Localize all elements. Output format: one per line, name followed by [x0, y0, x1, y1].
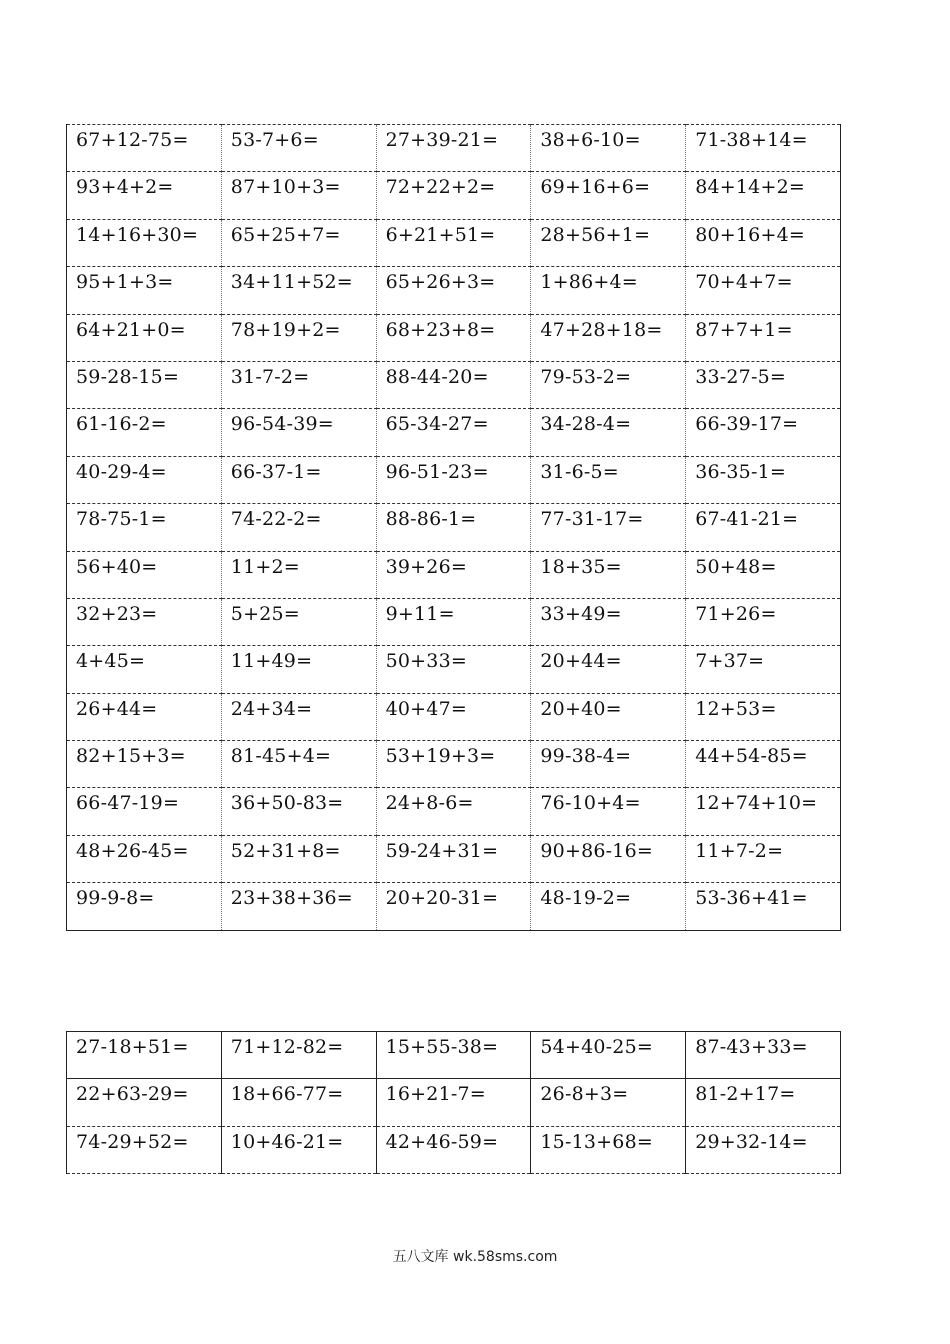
problem-cell: [531, 172, 686, 219]
problem-cell: [376, 125, 531, 172]
math-problem: 34+11+52=: [230, 271, 353, 294]
problem-cell: [376, 693, 531, 740]
problem-cell: [221, 598, 376, 645]
problem-cell: [531, 219, 686, 266]
problem-cell: [221, 883, 376, 930]
problem-cell: [221, 314, 376, 361]
math-problem: 11+2=: [230, 555, 300, 578]
math-problem: 95+1+3=: [76, 271, 174, 294]
problem-cell: [531, 504, 686, 551]
math-problem: 1+86+4=: [540, 271, 638, 294]
table-row: [67, 1079, 841, 1126]
math-problem: 22+63-29=: [76, 1083, 189, 1106]
worksheet-table-2: [66, 1031, 841, 1174]
problem-cell: [531, 598, 686, 645]
math-problem: 70+4+7=: [695, 271, 793, 294]
math-problem: 33+49=: [540, 602, 622, 625]
problem-cell: [531, 693, 686, 740]
problem-cell: [686, 125, 841, 172]
problem-cell: [531, 835, 686, 882]
problem-cell: [376, 1079, 531, 1126]
problem-cell: [531, 409, 686, 456]
table-row: [67, 409, 841, 456]
worksheet-table-1: [66, 124, 841, 931]
math-problem: 20+40=: [540, 697, 622, 720]
table-row: [67, 835, 841, 882]
math-problem: 53-36+41=: [695, 887, 808, 910]
problem-cell: [221, 1079, 376, 1126]
problem-cell: [67, 267, 222, 314]
math-problem: 50+33=: [385, 650, 467, 673]
math-problem: 84+14+2=: [695, 176, 805, 199]
math-problem: 67-41-21=: [695, 508, 799, 531]
table-row: [67, 1032, 841, 1079]
problem-cell: [376, 646, 531, 693]
math-problem: 81-45+4=: [230, 745, 332, 768]
problem-cell: [221, 551, 376, 598]
math-problem: 31-7-2=: [230, 365, 310, 388]
math-problem: 33-27-5=: [695, 365, 786, 388]
math-problem: 69+16+6=: [540, 176, 651, 199]
problem-cell: [686, 551, 841, 598]
problem-cell: [221, 835, 376, 882]
math-problem: 48-19-2=: [540, 887, 632, 910]
problem-cell: [221, 456, 376, 503]
math-problem: 78+19+2=: [230, 318, 341, 341]
problem-cell: [531, 788, 686, 835]
math-problem: 29+32-14=: [695, 1130, 808, 1153]
math-problem: 18+35=: [540, 555, 622, 578]
math-problem: 99-9-8=: [76, 887, 155, 910]
math-problem: 34-28-4=: [540, 413, 632, 436]
math-problem: 5+25=: [230, 602, 300, 625]
math-problem: 53+19+3=: [385, 745, 496, 768]
math-problem: 12+53=: [695, 697, 777, 720]
problem-cell: [686, 883, 841, 930]
problem-cell: [531, 1079, 686, 1126]
problem-cell: [67, 788, 222, 835]
problem-cell: [531, 646, 686, 693]
problem-cell: [376, 456, 531, 503]
math-problem: 88-86-1=: [385, 508, 477, 531]
table-row: [67, 1126, 841, 1173]
problem-cell: [221, 1032, 376, 1079]
math-problem: 6+21+51=: [385, 223, 496, 246]
problem-cell: [376, 835, 531, 882]
table-row: [67, 456, 841, 503]
problem-cell: [531, 267, 686, 314]
math-problem: 18+66-77=: [230, 1083, 344, 1106]
problem-cell: [686, 646, 841, 693]
math-problem: 44+54-85=: [695, 745, 808, 768]
problem-cell: [686, 1126, 841, 1173]
math-problem: 76-10+4=: [540, 792, 641, 815]
problem-cell: [686, 1079, 841, 1126]
table-row: [67, 646, 841, 693]
math-problem: 31-6-5=: [540, 460, 619, 483]
math-problem: 81-2+17=: [695, 1083, 796, 1106]
problem-cell: [67, 456, 222, 503]
math-problem: 77-31-17=: [540, 508, 644, 531]
math-problem: 66-37-1=: [230, 460, 322, 483]
problem-cell: [376, 267, 531, 314]
math-problem: 26+44=: [76, 697, 158, 720]
table-row: [67, 693, 841, 740]
math-problem: 36+50-83=: [230, 792, 344, 815]
table-row: [67, 883, 841, 930]
table-row: [67, 172, 841, 219]
problem-cell: [686, 1032, 841, 1079]
table-row: [67, 219, 841, 266]
table-row: [67, 125, 841, 172]
math-problem: 53-7+6=: [230, 129, 319, 151]
math-problem: 20+44=: [540, 650, 622, 673]
math-problem: 16+21-7=: [385, 1083, 486, 1106]
problem-cell: [221, 172, 376, 219]
problem-cell: [531, 1126, 686, 1173]
math-problem: 27-18+51=: [76, 1036, 189, 1058]
problem-cell: [376, 219, 531, 266]
math-problem: 66-39-17=: [695, 413, 799, 436]
table-row: [67, 788, 841, 835]
problem-cell: [686, 598, 841, 645]
problem-cell: [67, 409, 222, 456]
math-problem: 48+26-45=: [76, 839, 189, 862]
math-problem: 61-16-2=: [76, 413, 167, 436]
math-problem: 47+28+18=: [540, 318, 663, 341]
problem-cell: [67, 741, 222, 788]
problem-cell: [376, 788, 531, 835]
problem-cell: [221, 361, 376, 408]
table-row: [67, 741, 841, 788]
problem-cell: [376, 551, 531, 598]
problem-cell: [376, 409, 531, 456]
problem-cell: [221, 504, 376, 551]
math-problem: 93+4+2=: [76, 176, 174, 199]
math-problem: 23+38+36=: [230, 887, 353, 910]
math-problem: 71+26=: [695, 602, 777, 625]
math-problem: 87+10+3=: [230, 176, 341, 199]
problem-cell: [531, 361, 686, 408]
problem-cell: [221, 219, 376, 266]
table-row: [67, 361, 841, 408]
math-problem: 90+86-16=: [540, 839, 653, 862]
problem-cell: [531, 456, 686, 503]
problem-cell: [67, 646, 222, 693]
math-problem: 24+34=: [230, 697, 313, 720]
problem-cell: [531, 551, 686, 598]
math-problem: 40-29-4=: [76, 460, 167, 483]
math-problem: 24+8-6=: [385, 792, 474, 815]
problem-cell: [221, 741, 376, 788]
problem-cell: [376, 504, 531, 551]
math-problem: 78-75-1=: [76, 508, 167, 531]
problem-cell: [221, 409, 376, 456]
math-problem: 65+26+3=: [385, 271, 496, 294]
math-problem: 28+56+1=: [540, 223, 651, 246]
math-problem: 12+74+10=: [695, 792, 818, 815]
problem-cell: [686, 172, 841, 219]
problem-cell: [67, 1079, 222, 1126]
math-problem: 7+37=: [695, 650, 765, 673]
table-row: [67, 267, 841, 314]
problem-cell: [67, 314, 222, 361]
math-problem: 14+16+30=: [76, 223, 199, 246]
math-problem: 10+46-21=: [230, 1130, 344, 1153]
math-problem: 80+16+4=: [695, 223, 805, 246]
math-problem: 36-35-1=: [695, 460, 786, 483]
problem-cell: [686, 741, 841, 788]
math-problem: 20+20-31=: [385, 887, 499, 910]
problem-cell: [686, 267, 841, 314]
math-problem: 66-47-19=: [76, 792, 180, 815]
problem-cell: [67, 1032, 222, 1079]
math-problem: 27+39-21=: [385, 129, 499, 151]
math-problem: 54+40-25=: [540, 1036, 653, 1058]
problem-cell: [67, 693, 222, 740]
math-problem: 40+47=: [385, 697, 467, 720]
table-row: [67, 551, 841, 598]
math-problem: 65-34-27=: [385, 413, 489, 436]
math-problem: 87+7+1=: [695, 318, 793, 341]
math-problem: 71-38+14=: [695, 129, 808, 151]
problem-cell: [67, 504, 222, 551]
math-problem: 9+11=: [385, 602, 455, 625]
math-problem: 67+12-75=: [76, 129, 189, 151]
table-row: [67, 598, 841, 645]
footer-watermark: 五八文库 wk.58sms.com: [392, 1249, 558, 1265]
table-row: [67, 314, 841, 361]
problem-cell: [67, 835, 222, 882]
math-problem: 79-53-2=: [540, 365, 632, 388]
problem-cell: [376, 1032, 531, 1079]
math-problem: 96-51-23=: [385, 460, 489, 483]
problem-cell: [67, 172, 222, 219]
problem-cell: [531, 883, 686, 930]
math-problem: 71+12-82=: [230, 1036, 344, 1058]
math-problem: 74-22-2=: [230, 508, 322, 531]
problem-cell: [686, 504, 841, 551]
problem-cell: [221, 1126, 376, 1173]
table-row: [67, 504, 841, 551]
problem-cell: [221, 693, 376, 740]
math-problem: 68+23+8=: [385, 318, 496, 341]
problem-cell: [67, 883, 222, 930]
math-problem: 52+31+8=: [230, 839, 341, 862]
problem-cell: [531, 1032, 686, 1079]
problem-cell: [67, 125, 222, 172]
math-problem: 59-24+31=: [385, 839, 499, 862]
math-problem: 96-54-39=: [230, 413, 334, 436]
problem-cell: [221, 125, 376, 172]
problem-cell: [686, 788, 841, 835]
problem-cell: [67, 551, 222, 598]
problem-cell: [686, 409, 841, 456]
math-problem: 82+15+3=: [76, 745, 186, 768]
problem-cell: [67, 361, 222, 408]
math-problem: 26-8+3=: [540, 1083, 629, 1106]
problem-cell: [376, 598, 531, 645]
math-problem: 65+25+7=: [230, 223, 341, 246]
problem-cell: [67, 598, 222, 645]
problem-cell: [686, 219, 841, 266]
math-problem: 72+22+2=: [385, 176, 496, 199]
math-problem: 59-28-15=: [76, 365, 180, 388]
problem-cell: [686, 456, 841, 503]
math-problem: 88-44-20=: [385, 365, 489, 388]
problem-cell: [531, 314, 686, 361]
math-problem: 15+55-38=: [385, 1036, 499, 1058]
problem-cell: [376, 361, 531, 408]
problem-cell: [376, 1126, 531, 1173]
math-problem: 99-38-4=: [540, 745, 632, 768]
math-problem: 15-13+68=: [540, 1130, 653, 1153]
math-problem: 32+23=: [76, 602, 158, 625]
problem-cell: [221, 788, 376, 835]
problem-cell: [686, 693, 841, 740]
math-problem: 4+45=: [76, 650, 146, 673]
math-problem: 56+40=: [76, 555, 158, 578]
problem-cell: [686, 361, 841, 408]
problem-cell: [376, 314, 531, 361]
math-problem: 11+49=: [230, 650, 313, 673]
problem-cell: [376, 883, 531, 930]
problem-cell: [531, 741, 686, 788]
math-problem: 74-29+52=: [76, 1130, 189, 1153]
problem-cell: [686, 314, 841, 361]
math-problem: 42+46-59=: [385, 1130, 499, 1153]
math-problem: 87-43+33=: [695, 1036, 808, 1058]
problem-cell: [221, 646, 376, 693]
problem-cell: [67, 219, 222, 266]
problem-cell: [376, 741, 531, 788]
math-problem: 50+48=: [695, 555, 777, 578]
problem-cell: [67, 1126, 222, 1173]
math-problem: 39+26=: [385, 555, 467, 578]
problem-cell: [531, 125, 686, 172]
problem-cell: [221, 267, 376, 314]
problem-cell: [686, 835, 841, 882]
math-problem: 38+6-10=: [540, 129, 641, 151]
problem-cell: [376, 172, 531, 219]
math-problem: 11+7-2=: [695, 839, 784, 862]
math-problem: 64+21+0=: [76, 318, 186, 341]
